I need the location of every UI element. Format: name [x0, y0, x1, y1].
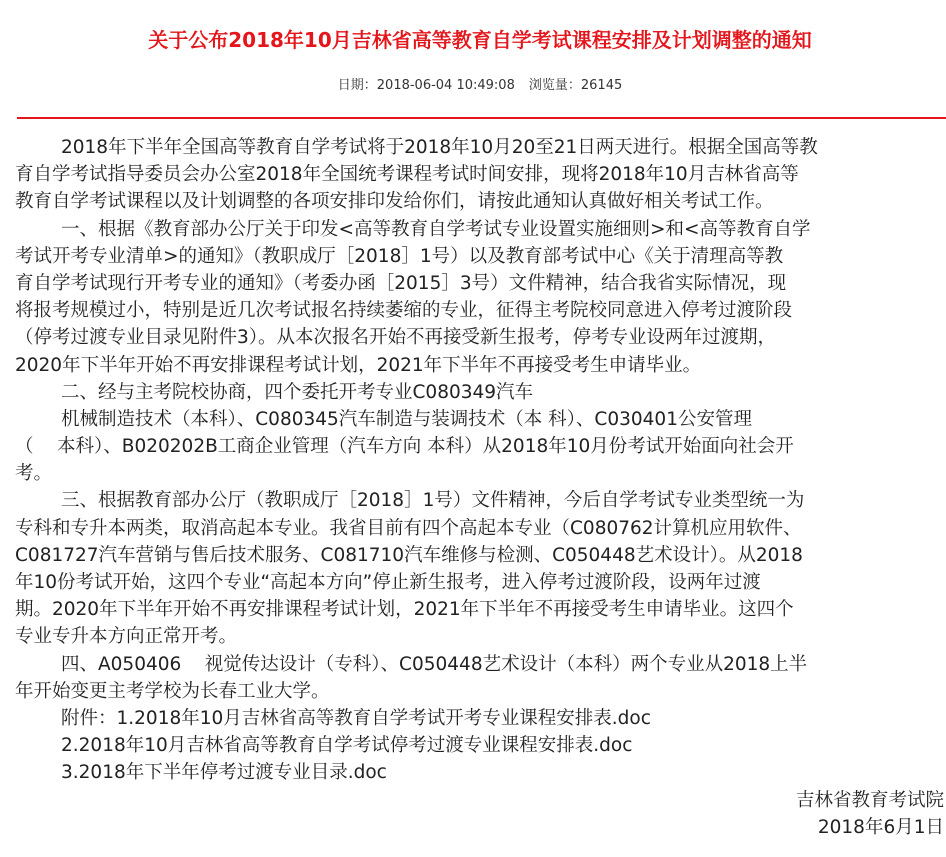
- paragraph-line: 期。2020年下半年开始不再安排课程考试计划，2021年下半年不再接受考生申请毕业。这四个: [15, 599, 794, 621]
- paragraph-line: C081727汽车营销与售后技术服务、C081710汽车维修与检测、C050448艺术设计）。从2018: [15, 544, 803, 566]
- paragraph-line: 年开始变更主考学校为长春工业大学。: [15, 680, 330, 702]
- paragraph-line: 育自学考试现行开考专业的通知》（考委办函［2015］3号）文件精神，结合我省实际情况，现: [15, 272, 787, 294]
- page-title: 关于公布2018年10月吉林省高等教育自学考试课程安排及计划调整的通知: [148, 28, 812, 52]
- paragraph-line: （停考过渡专业目录见附件3）。从本次报名开始不再接受新生报考，停考专业设两年过渡期，: [15, 327, 777, 349]
- views-label: 浏览量：: [528, 78, 581, 93]
- paragraph-line: 三、根据教育部办公厅（教职成厅［2018］1号）文件精神，今后自学考试专业类型统一为: [61, 490, 805, 512]
- paragraph-line: 专科和专升本两类，取消高起本专业。我省目前有四个高起本专业（C080762计算机应用软件、: [15, 517, 802, 539]
- paragraph-line: 2018年下半年全国高等教育自学考试将于2018年10月20至21日两天进行。根据全国高等教: [61, 137, 818, 158]
- paragraph-line: 2020年下半年开始不再安排课程考试计划，2021年下半年不再接受考生申请毕业。: [15, 354, 702, 376]
- signature-date: 2018年6月1日: [817, 816, 944, 838]
- paragraph-line: 考试开考专业清单>的通知》（教职成厅［2018］1号）以及教育部考试中心《关于清理高等教: [15, 245, 784, 267]
- attachment-line: 3.2018年下半年停考过渡专业目录.doc: [61, 762, 387, 784]
- paragraph-line: 育自学考试指导委员会办公室2018年全国统考课程考试时间安排，现将2018年10月吉林省高等: [15, 164, 799, 186]
- paragraph-line: 一、根据《教育部办公厅关于印发<高等教育自学考试专业设置实施细则>和<高等教育自学: [61, 218, 811, 240]
- date-label: 日期：: [337, 78, 377, 93]
- attachment-line: 2.2018年10月吉林省高等教育自学考试停考过渡专业课程安排表.doc: [61, 735, 633, 757]
- paragraph-line: 考。: [15, 463, 53, 485]
- paragraph-line: 教育自学考试课程以及计划调整的各项安排印发给你们，请按此通知认真做好相关考试工作。: [15, 191, 774, 213]
- date-value: 2018-06-04 10:49:08: [376, 78, 515, 93]
- paragraph-line: 年10份考试开始，这四个专业“高起本方向”停止新生报考，进入停考过渡阶段，设两年过渡: [15, 572, 761, 593]
- paragraph-line: 专业专升本方向正常开考。: [15, 626, 238, 648]
- article-meta: [0, 76, 946, 96]
- views-count: 26145: [580, 78, 623, 93]
- article-body: [15, 134, 946, 841]
- signature-org: 吉林省教育考试院: [795, 789, 944, 811]
- paragraph-line: 将报考规模过小，特别是近几次考试报名持续萎缩的专业，征得主考院校同意进入停考过渡阶段: [15, 300, 793, 322]
- paragraph-line: 四、A050406 视觉传达设计（专科）、C050448艺术设计（本科）两个专业从2018上半: [61, 653, 808, 675]
- paragraph-line: 机械制造技术（本科）、C080345汽车制造与装调技术（本 科）、C030401公安管理: [61, 408, 752, 430]
- title-divider: [17, 117, 946, 119]
- attachment-line: 附件：1.2018年10月吉林省高等教育自学考试开考专业课程安排表.doc: [61, 707, 651, 729]
- paragraph-line: （ 本科）、B020202B工商企业管理（汽车方向 本科）从2018年10月份考试开始面向社会开: [15, 436, 794, 458]
- paragraph-line: 二、经与主考院校协商，四个委托开考专业C080349汽车: [61, 381, 534, 403]
